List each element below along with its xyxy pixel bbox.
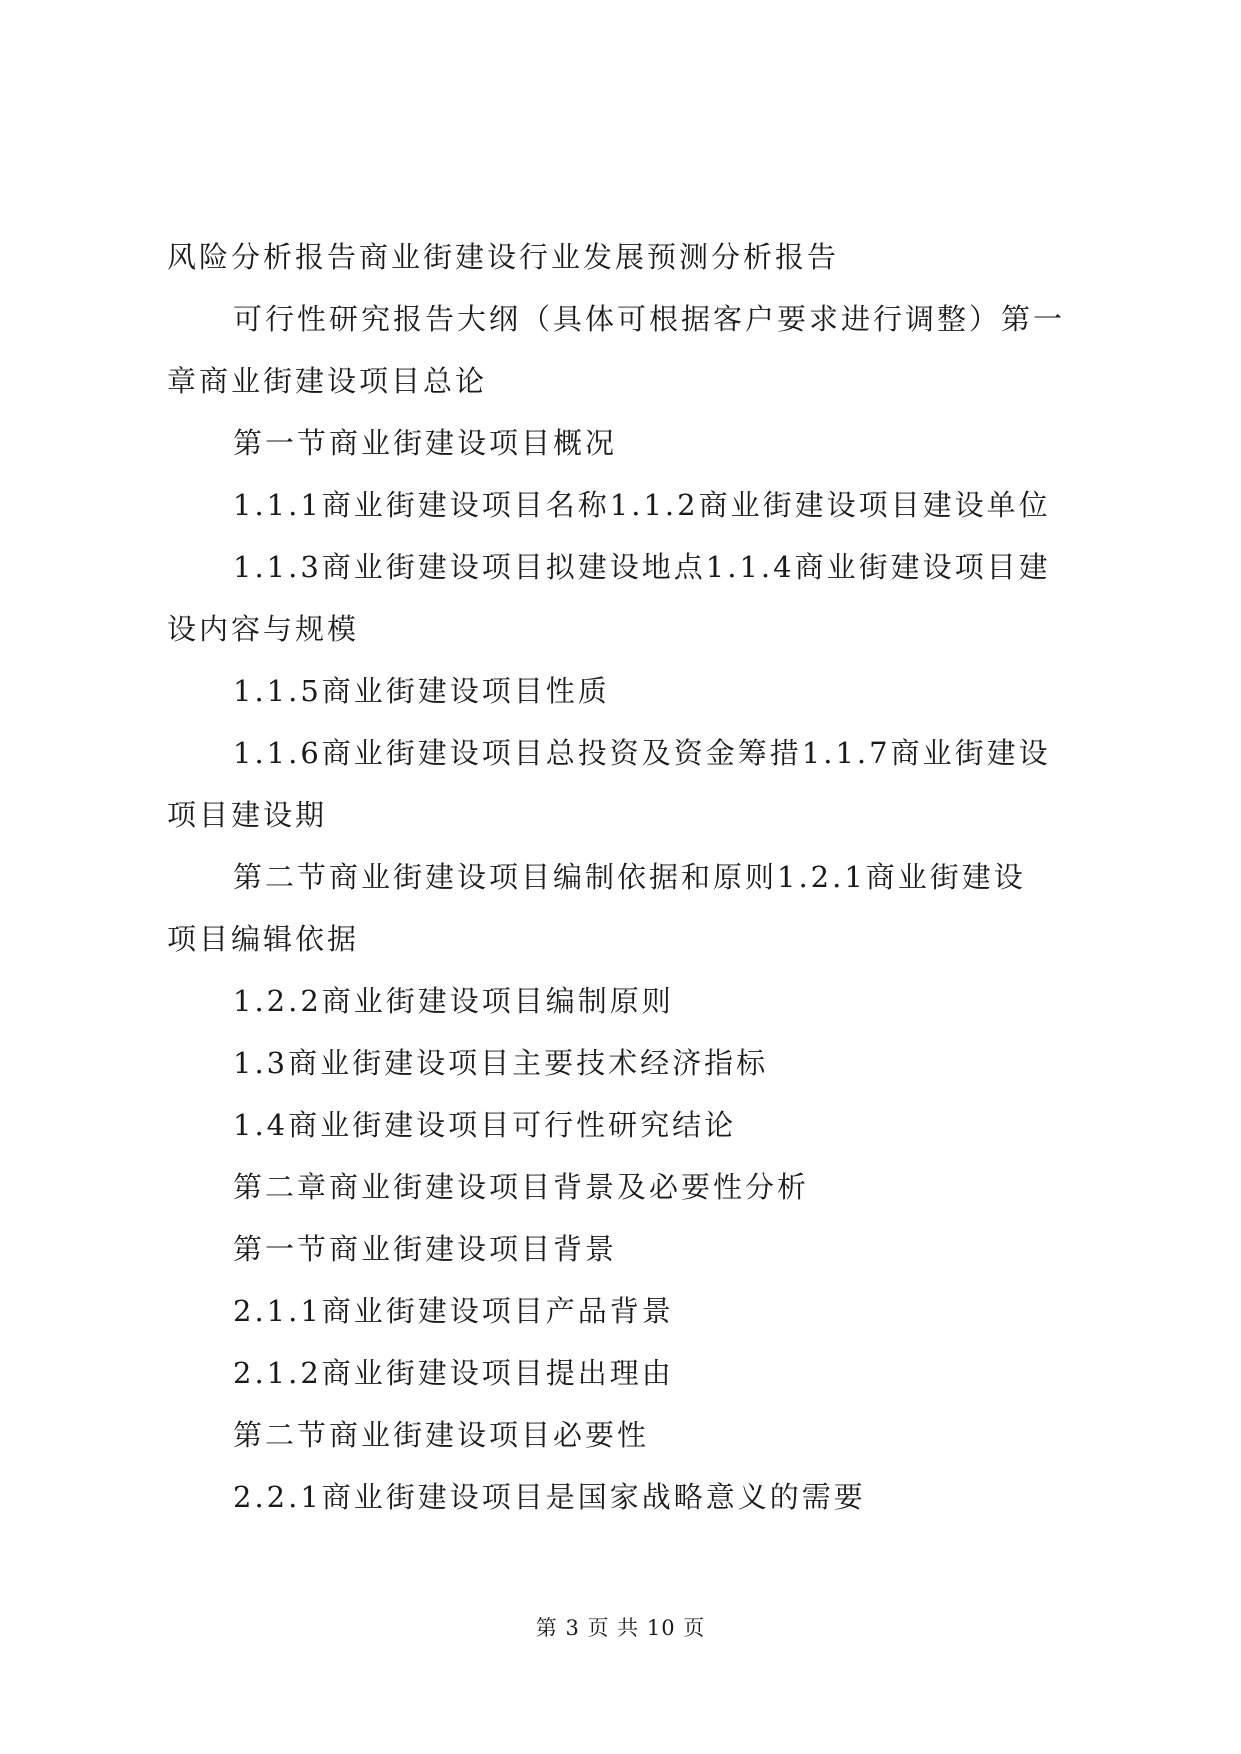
line-12: 项目编辑依据 (167, 922, 360, 956)
line-16: 第二章商业街建设项目背景及必要性分析 (233, 1170, 810, 1204)
line-21: 2.2.1商业街建设项目是国家战略意义的需要 (233, 1480, 866, 1514)
line-4: 第一节商业街建设项目概况 (233, 426, 618, 460)
document-body (167, 226, 1087, 1528)
line-8: 1.1.5商业街建设项目性质 (233, 674, 610, 708)
page-footer: 第 3 页 共 10 页 (535, 1616, 706, 1640)
line-13: 1.2.2商业街建设项目编制原则 (233, 984, 674, 1018)
line-3: 章商业街建设项目总论 (167, 364, 488, 398)
line-18: 2.1.1商业街建设项目产品背景 (233, 1294, 674, 1328)
line-1: 风险分析报告商业街建设行业发展预测分析报告 (167, 240, 840, 274)
line-19: 2.1.2商业街建设项目提出理由 (233, 1356, 674, 1390)
line-17: 第一节商业街建设项目背景 (233, 1232, 618, 1266)
line-20: 第二节商业街建设项目必要性 (233, 1418, 650, 1452)
line-5: 1.1.1商业街建设项目名称1.1.2商业街建设项目建设单位 (233, 488, 1051, 522)
line-11: 第二节商业街建设项目编制依据和原则1.2.1商业街建设 (233, 860, 1026, 894)
line-14: 1.3商业街建设项目主要技术经济指标 (233, 1046, 769, 1080)
line-9: 1.1.6商业街建设项目总投资及资金筹措1.1.7商业街建设 (233, 736, 1051, 770)
line-7: 设内容与规模 (167, 612, 360, 646)
line-6: 1.1.3商业街建设项目拟建设地点1.1.4商业街建设项目建 (233, 550, 1051, 584)
line-10: 项目建设期 (167, 798, 328, 832)
line-2: 可行性研究报告大纲（具体可根据客户要求进行调整）第一 (233, 302, 1066, 336)
line-15: 1.4商业街建设项目可行性研究结论 (233, 1108, 737, 1142)
